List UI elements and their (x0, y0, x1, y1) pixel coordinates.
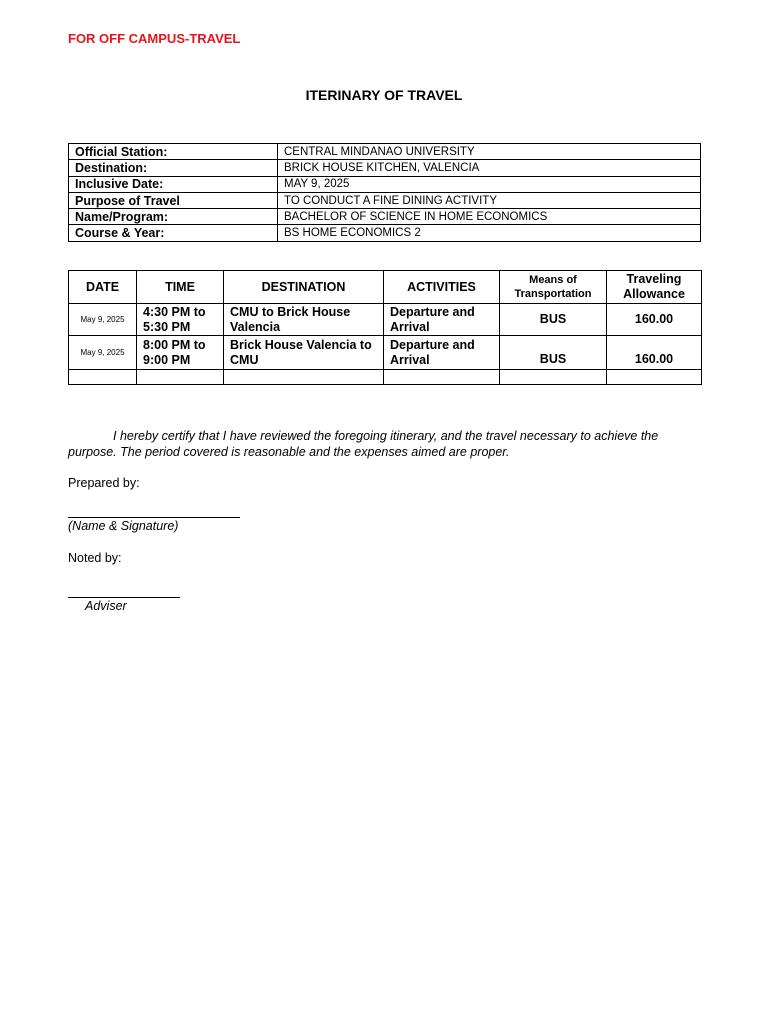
info-value: BS HOME ECONOMICS 2 (278, 225, 701, 241)
cell-time: 4:30 PM to 5:30 PM (137, 304, 224, 336)
col-header-allowance: Traveling Allowance (607, 271, 702, 304)
info-row (69, 144, 701, 160)
empty-cell (69, 370, 137, 385)
info-value: BACHELOR OF SCIENCE IN HOME ECONOMICS (278, 209, 701, 225)
adviser-caption: Adviser (85, 599, 127, 613)
signature-caption: (Name & Signature) (68, 519, 179, 533)
col-header-destination: DESTINATION (224, 271, 384, 304)
info-row (69, 192, 701, 208)
adviser-signature-line (68, 597, 180, 598)
cell-allowance: 160.00 (607, 304, 702, 336)
empty-cell (224, 370, 384, 385)
cell-destination: CMU to Brick House Valencia (224, 304, 384, 336)
info-label: Inclusive Date: (69, 176, 278, 192)
travel-info-table (68, 143, 701, 242)
table-row-empty (69, 370, 702, 385)
cell-destination: Brick House Valencia to CMU (224, 336, 384, 370)
col-header-activities: ACTIVITIES (384, 271, 500, 304)
itinerary-header-row (69, 271, 702, 304)
info-label: Purpose of Travel (69, 192, 278, 208)
cell-time: 8:00 PM to 9:00 PM (137, 336, 224, 370)
itinerary-table (68, 270, 702, 385)
cell-transport: BUS (500, 336, 607, 370)
col-header-date: DATE (69, 271, 137, 304)
empty-cell (384, 370, 500, 385)
info-label: Course & Year: (69, 225, 278, 241)
page-title: ITERINARY OF TRAVEL (305, 87, 463, 103)
signature-line (68, 517, 240, 518)
table-row (69, 304, 702, 336)
noted-by-label: Noted by: (68, 551, 122, 565)
empty-cell (137, 370, 224, 385)
info-row (69, 160, 701, 176)
cell-transport: BUS (500, 304, 607, 336)
info-row (69, 225, 701, 241)
col-header-time: TIME (137, 271, 224, 304)
cell-allowance: 160.00 (607, 336, 702, 370)
certification-text: I hereby certify that I have reviewed the foregoing itinerary, and the travel necessary to achieve the purpose. The period covered is reasonable and the expenses aimed are proper. (68, 429, 659, 459)
info-row (69, 209, 701, 225)
empty-cell (607, 370, 702, 385)
prepared-by-label: Prepared by: (68, 476, 140, 490)
cell-date: May 9, 2025 (69, 304, 137, 336)
info-value: BRICK HOUSE KITCHEN, VALENCIA (278, 160, 701, 176)
table-row (69, 336, 702, 370)
info-value: TO CONDUCT A FINE DINING ACTIVITY (278, 192, 701, 208)
info-label: Official Station: (69, 144, 278, 160)
empty-cell (500, 370, 607, 385)
info-value: CENTRAL MINDANAO UNIVERSITY (278, 144, 701, 160)
cell-activities: Departure and Arrival (384, 336, 500, 370)
info-row (69, 176, 701, 192)
form-tag: FOR OFF CAMPUS-TRAVEL (68, 31, 241, 46)
cell-date: May 9, 2025 (69, 336, 137, 370)
info-label: Name/Program: (69, 209, 278, 225)
cell-activities: Departure and Arrival (384, 304, 500, 336)
info-value: MAY 9, 2025 (278, 176, 701, 192)
info-label: Destination: (69, 160, 278, 176)
col-header-transport: Means of Transportation (500, 271, 607, 304)
